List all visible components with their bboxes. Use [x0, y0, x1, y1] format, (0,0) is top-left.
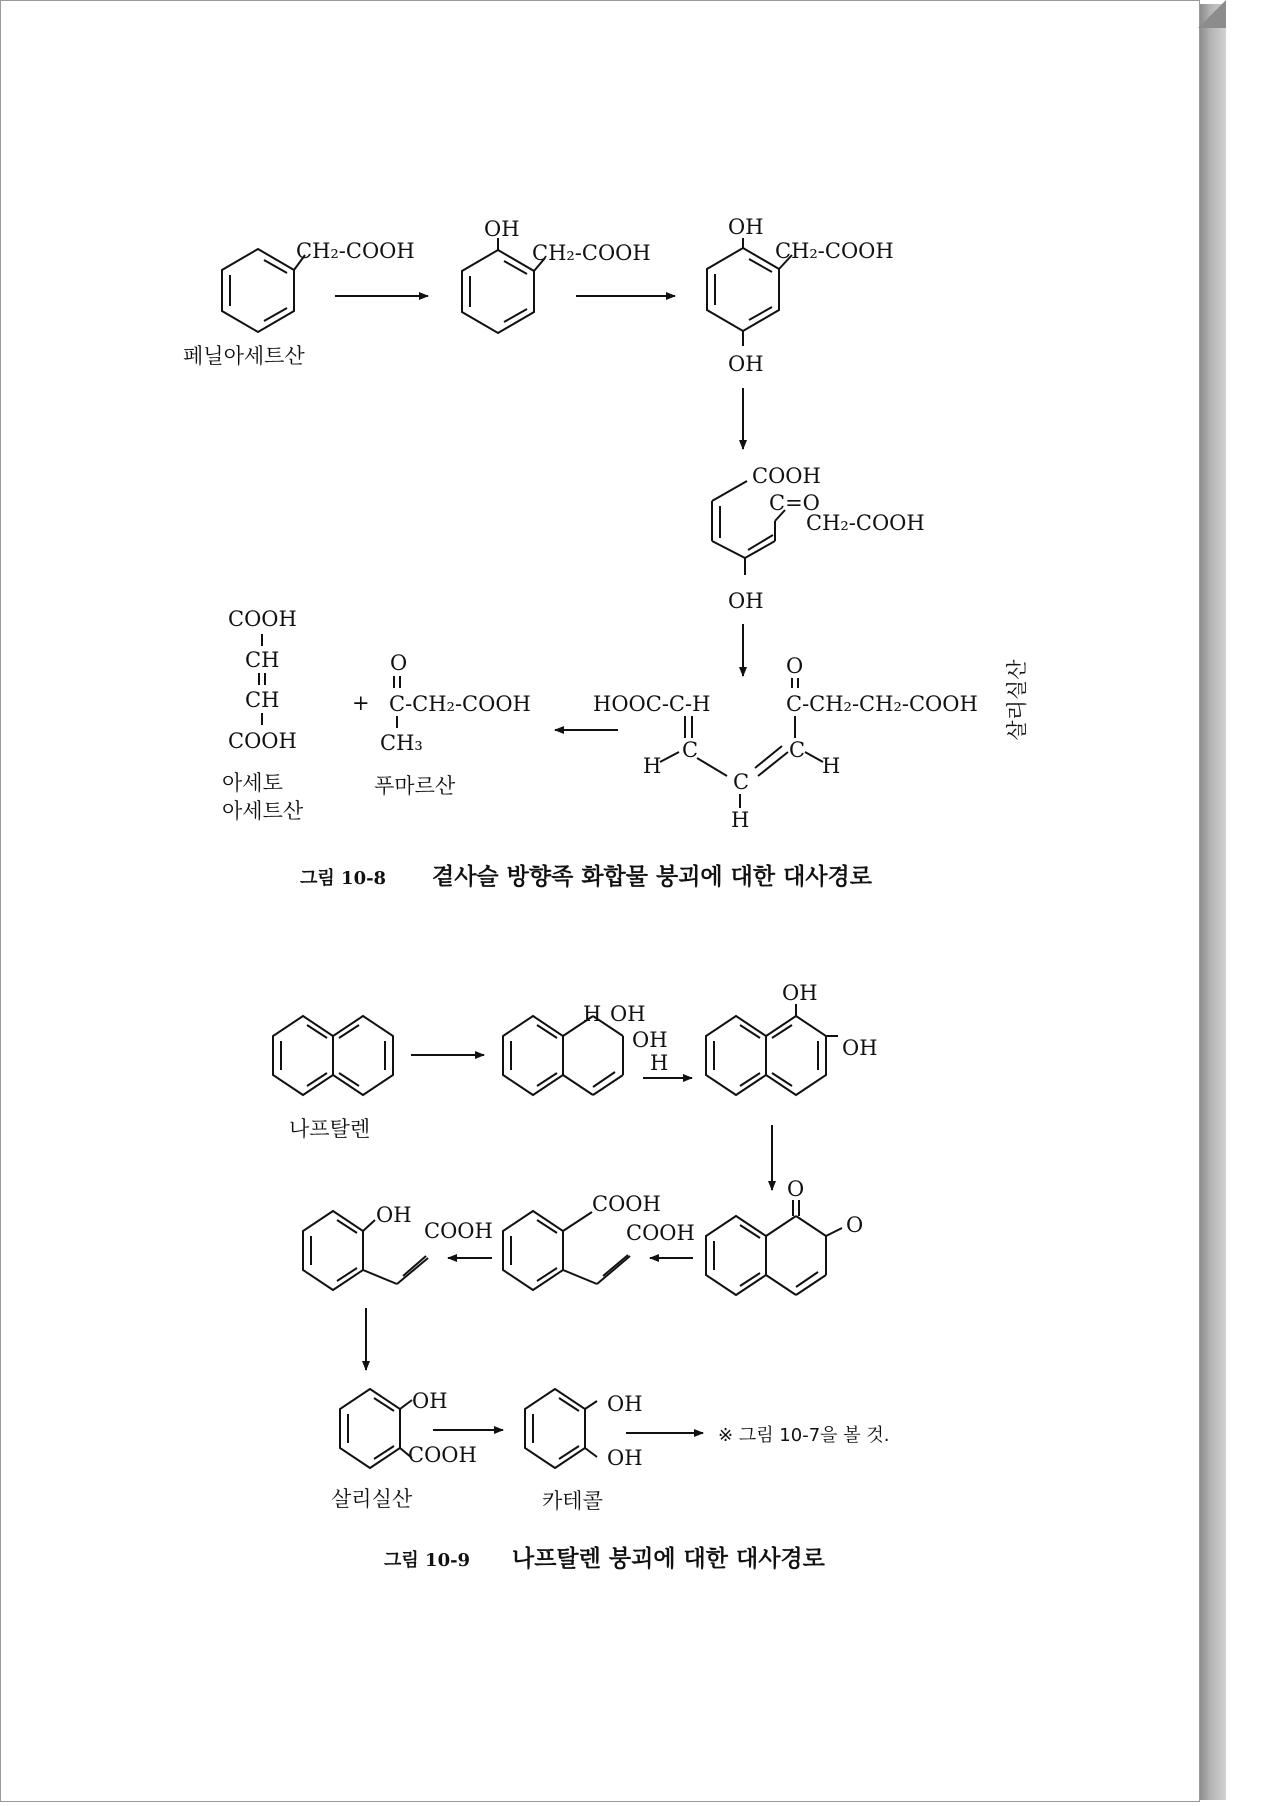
quinone-o2: O — [846, 1213, 864, 1237]
figure-10-9 — [273, 981, 889, 1572]
hydroxy-oh: OH — [484, 217, 520, 241]
salicylic-acid-label: 살리실산 — [331, 1487, 413, 1511]
opened-side-chain: CH₂-COOH — [806, 511, 925, 535]
diene-c-right: C — [789, 738, 806, 762]
carboxycinnamic-structure — [503, 1192, 695, 1290]
naphthoquinone-structure — [706, 1177, 863, 1295]
diene-intermediate — [593, 654, 1029, 832]
acetoacetate-ch3: CH₃ — [380, 731, 423, 755]
catechol-oh2: OH — [607, 1446, 643, 1470]
acetoacetate-chain: C-CH₂-COOH — [389, 692, 531, 716]
fumarate-structure — [222, 607, 304, 823]
ring-opened-intermediate — [712, 464, 925, 613]
plus-sign: + — [352, 691, 370, 715]
reference-note: ※ 그림 10-7을 볼 것. — [718, 1425, 890, 1446]
homogentisate-oh-top: OH — [728, 215, 764, 239]
quinone-o1: O — [787, 1177, 805, 1201]
figure-10-9-label: 그림 10-9 — [384, 1550, 471, 1571]
page-corner-fold — [1198, 0, 1226, 28]
salicylic-acid-structure — [331, 1389, 477, 1511]
catechol-structure — [525, 1389, 643, 1513]
diene-right-chain: C-CH₂-CH₂-COOH — [786, 692, 978, 716]
coumaric-acid-structure — [303, 1203, 493, 1290]
diene-h-bottom: H — [731, 808, 750, 832]
diene-c-middle: C — [733, 770, 750, 794]
figure-10-8 — [183, 215, 1029, 890]
dihydrodiol-h: H — [583, 1002, 602, 1026]
diol-oh2: OH — [842, 1036, 878, 1060]
salicylic-oh: OH — [412, 1389, 448, 1413]
opened-carbonyl: C=O — [769, 491, 820, 515]
homogentisate-structure — [707, 215, 894, 376]
diene-left-group: HOOC-C-H — [593, 692, 711, 716]
homogentisate-side-chain: CH₂-COOH — [775, 239, 894, 263]
acetoacetate-label: 푸마르산 — [374, 774, 456, 798]
phenylacetic-side-chain: CH₂-COOH — [296, 239, 415, 263]
opened-cooh: COOH — [752, 464, 821, 488]
diene-c-left: C — [682, 738, 699, 762]
figure-10-9-title: 나프탈렌 붕괴에 대한 대사경로 — [512, 1546, 825, 1572]
acetoacetate-oxygen: O — [390, 651, 408, 675]
catechol-oh1: OH — [607, 1392, 643, 1416]
dihydrodiol-oh2: OH — [632, 1028, 668, 1052]
page-stack-edge — [1200, 4, 1226, 1800]
coumaric-oh: OH — [376, 1203, 412, 1227]
salicylic-cooh: COOH — [408, 1443, 477, 1467]
figure-10-8-title: 곁사슬 방향족 화합물 붕괴에 대한 대사경로 — [432, 864, 872, 890]
coumaric-cooh: COOH — [424, 1219, 493, 1243]
diene-h-left: H — [643, 754, 662, 778]
dihydrodiol-oh: OH — [610, 1002, 646, 1026]
hydroxyphenylacetic-structure — [462, 217, 651, 333]
fumarate-cooh-bottom: COOH — [228, 729, 297, 753]
phenylacetic-acid-structure — [183, 239, 415, 368]
diene-oxygen: O — [786, 654, 804, 678]
naphthalenediol-structure — [706, 981, 878, 1095]
naphthalene-label: 나프탈렌 — [289, 1117, 371, 1141]
dihydrodiol-h2: H — [650, 1051, 669, 1075]
naphthalene-structure — [273, 1016, 393, 1141]
fumarate-label-line1: 아세토 — [222, 771, 283, 795]
dihydrodiol-structure — [503, 1002, 668, 1095]
hydroxy-side-chain: CH₂-COOH — [532, 241, 651, 265]
fumarate-ch-bottom: CH — [245, 688, 280, 712]
diene-h-right: H — [822, 754, 841, 778]
fumarate-label-line2: 아세트산 — [222, 799, 304, 823]
acetoacetate-structure — [374, 651, 531, 798]
acid-cooh1: COOH — [592, 1192, 661, 1216]
diol-oh1: OH — [782, 981, 818, 1005]
homogentisate-oh-bottom: OH — [728, 352, 764, 376]
opened-oh: OH — [728, 589, 764, 613]
side-label-salicylic: 살리실산 — [1005, 659, 1029, 741]
fumarate-ch-top: CH — [245, 648, 280, 672]
fumarate-cooh-top: COOH — [228, 607, 297, 631]
phenylacetic-acid-label: 페닐아세트산 — [183, 344, 305, 368]
acid-cooh2: COOH — [626, 1221, 695, 1245]
catechol-label: 카테콜 — [542, 1489, 603, 1513]
figure-10-8-label: 그림 10-8 — [300, 868, 387, 889]
